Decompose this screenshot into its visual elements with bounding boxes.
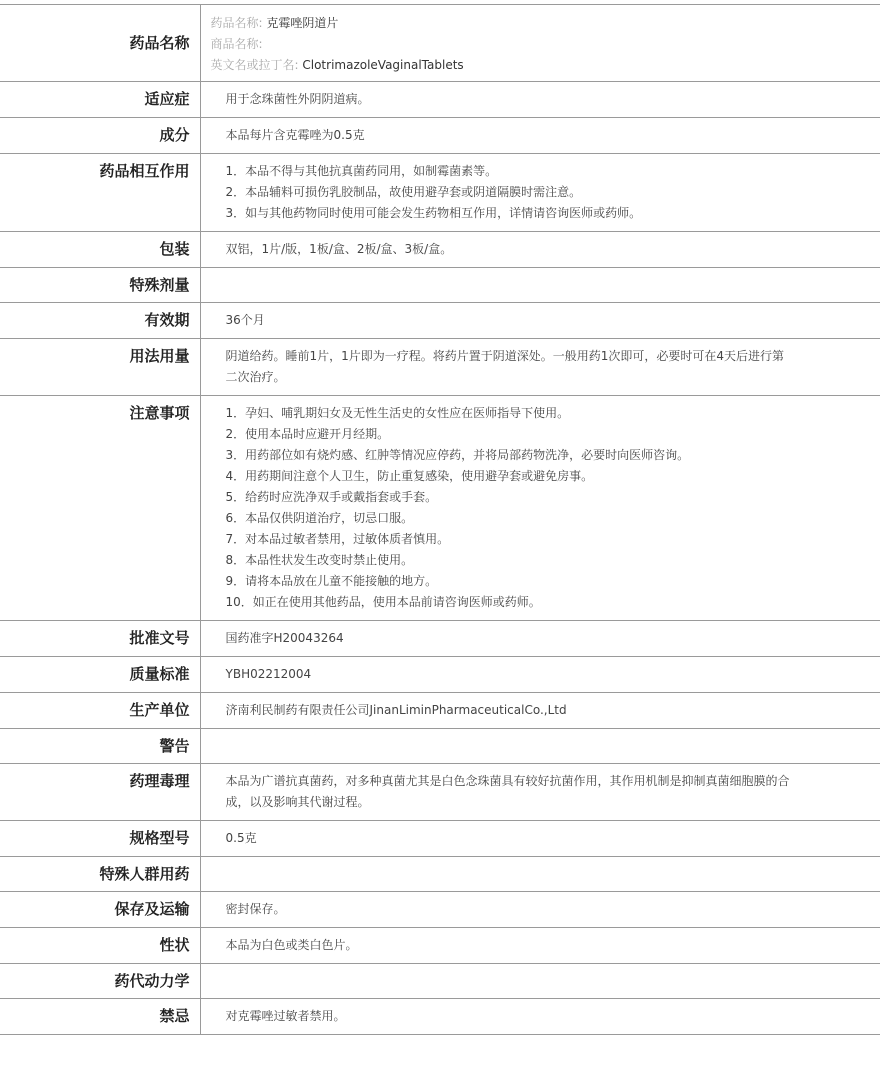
- row-approval-number: [0, 621, 880, 657]
- precaution-item: 4．用药期间注意个人卫生，防止重复感染，使用避孕套或避免房事。: [225, 469, 594, 483]
- precaution-item: 5．给药时应洗净双手或戴指套或手套。: [225, 490, 438, 504]
- row-usage: [0, 339, 880, 396]
- trade-name-label: 商品名称:: [210, 37, 263, 51]
- value-ingredients: 本品每片含克霉唑为0.5克: [225, 128, 365, 142]
- precaution-item: 7．对本品过敏者禁用，过敏体质者慎用。: [225, 532, 450, 546]
- label-pharmacology: 药理毒理: [0, 764, 200, 821]
- precaution-item: 9．请将本品放在儿童不能接触的地方。: [225, 574, 438, 588]
- pharmacology-text: 本品为广谱抗真菌药，对多种真菌尤其是白色念珠菌具有较好抗菌作用，其作用机制是抑制真菌细胞膜的合成，以及影响其代谢过程。: [225, 774, 790, 809]
- value-interactions: [200, 154, 880, 232]
- row-special-population: [0, 857, 880, 892]
- value-approval-number: 国药准字H20043264: [225, 631, 344, 645]
- label-precautions: 注意事项: [0, 396, 200, 621]
- row-specification: [0, 821, 880, 857]
- precaution-item: 2．使用本品时应避开月经期。: [225, 427, 390, 441]
- value-indications: 用于念珠菌性外阴阴道病。: [225, 92, 370, 106]
- value-precautions: [200, 396, 880, 621]
- row-pharmacokinetics: [0, 964, 880, 999]
- precaution-item: 3．用药部位如有烧灼感、红肿等情况应停药，并将局部药物洗净，必要时向医师咨询。: [225, 448, 690, 462]
- row-contraindications: [0, 999, 880, 1035]
- row-appearance: [0, 928, 880, 964]
- row-ingredients: [0, 118, 880, 154]
- row-special-dosage: [0, 268, 880, 303]
- label-contraindications: 禁忌: [0, 999, 200, 1035]
- interaction-item: 2．本品辅料可损伤乳胶制品，故使用避孕套或阴道隔膜时需注意。: [225, 185, 582, 199]
- label-shelf-life: 有效期: [0, 303, 200, 339]
- value-appearance: 本品为白色或类白色片。: [225, 938, 358, 952]
- label-packaging: 包装: [0, 232, 200, 268]
- value-warning: [200, 729, 880, 764]
- row-quality-standard: [0, 657, 880, 693]
- generic-name-line: [211, 13, 871, 34]
- value-shelf-life: 36个月: [225, 313, 265, 327]
- generic-name-value: 克霉唑阴道片: [266, 16, 339, 30]
- value-contraindications: 对克霉唑过敏者禁用。: [225, 1009, 346, 1023]
- label-interactions: 药品相互作用: [0, 154, 200, 232]
- value-storage: 密封保存。: [225, 902, 286, 916]
- value-pharmacokinetics: [200, 964, 880, 999]
- spec-table: [0, 4, 880, 1035]
- trade-name-line: [211, 34, 871, 55]
- generic-name-label: 药品名称:: [210, 16, 263, 30]
- english-name-label: 英文名或拉丁名:: [210, 58, 299, 72]
- precaution-item: 10．如正在使用其他药品，使用本品前请咨询医师或药师。: [225, 595, 541, 609]
- precaution-item: 6．本品仅供阴道治疗，切忌口服。: [225, 511, 414, 525]
- label-special-population: 特殊人群用药: [0, 857, 200, 892]
- label-usage: 用法用量: [0, 339, 200, 396]
- label-specification: 规格型号: [0, 821, 200, 857]
- value-special-population: [200, 857, 880, 892]
- value-drug-name: [200, 5, 880, 82]
- label-indications: 适应症: [0, 82, 200, 118]
- english-name-value: ClotrimazoleVaginalTablets: [302, 58, 464, 72]
- row-interactions: [0, 154, 880, 232]
- label-pharmacokinetics: 药代动力学: [0, 964, 200, 999]
- label-approval-number: 批准文号: [0, 621, 200, 657]
- value-packaging: 双铝，1片/版，1板/盒、2板/盒、3板/盒。: [225, 242, 453, 256]
- label-appearance: 性状: [0, 928, 200, 964]
- interaction-item: 1．本品不得与其他抗真菌药同用，如制霉菌素等。: [225, 164, 498, 178]
- label-quality-standard: 质量标准: [0, 657, 200, 693]
- row-shelf-life: [0, 303, 880, 339]
- label-drug-name: 药品名称: [0, 5, 200, 82]
- value-specification: 0.5克: [225, 831, 257, 845]
- row-pharmacology: [0, 764, 880, 821]
- usage-text: 阴道给药。睡前1片，1片即为一疗程。将药片置于阴道深处。一般用药1次即可，必要时可在4天后进行第二次治疗。: [225, 349, 785, 384]
- label-warning: 警告: [0, 729, 200, 764]
- value-quality-standard: YBH02212004: [225, 667, 312, 681]
- interaction-item: 3．如与其他药物同时使用可能会发生药物相互作用，详情请咨询医师或药师。: [225, 206, 642, 220]
- english-name-line: [211, 55, 871, 76]
- label-storage: 保存及运输: [0, 892, 200, 928]
- value-manufacturer: 济南利民制药有限责任公司JinanLiminPharmaceuticalCo.,Ltd: [225, 703, 567, 717]
- value-usage: [200, 339, 880, 396]
- row-precautions: [0, 396, 880, 621]
- precaution-item: 8．本品性状发生改变时禁止使用。: [225, 553, 414, 567]
- label-ingredients: 成分: [0, 118, 200, 154]
- row-manufacturer: [0, 693, 880, 729]
- label-manufacturer: 生产单位: [0, 693, 200, 729]
- row-indications: [0, 82, 880, 118]
- precaution-item: 1．孕妇、哺乳期妇女及无性生活史的女性应在医师指导下使用。: [225, 406, 570, 420]
- row-drug-name: [0, 5, 880, 82]
- label-special-dosage: 特殊剂量: [0, 268, 200, 303]
- row-warning: [0, 729, 880, 764]
- value-pharmacology: [200, 764, 880, 821]
- row-packaging: [0, 232, 880, 268]
- value-special-dosage: [200, 268, 880, 303]
- row-storage: [0, 892, 880, 928]
